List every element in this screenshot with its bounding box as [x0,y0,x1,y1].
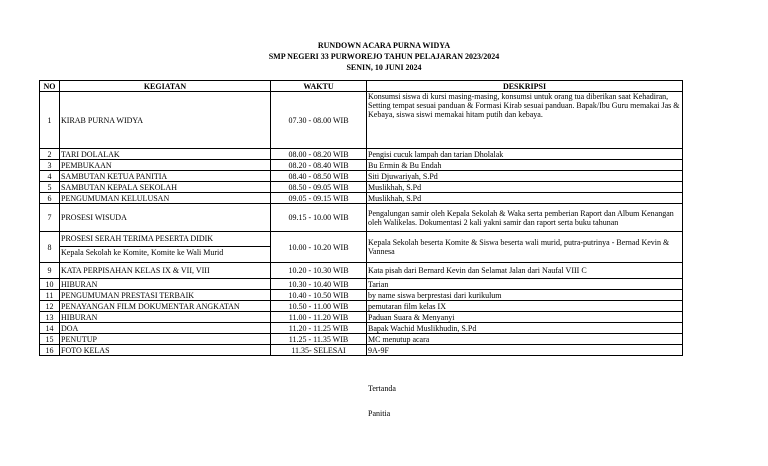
row-kegiatan: SAMBUTAN KETUA PANITIA [60,171,271,182]
row-number: 2 [40,149,60,160]
row-deskripsi: pemutaran film kelas IX [367,301,683,312]
signature-label: Tertanda [368,384,396,393]
row-waktu: 10.20 - 10.30 WIB [271,263,367,279]
row-kegiatan: KIRAB PURNA WIDYA [60,92,271,149]
row-deskripsi: 9A-9F [367,345,683,356]
row-kegiatan: PENGUMUMAN PRESTASI TERBAIK [60,290,271,301]
row-number: 8 [40,232,60,263]
document-title: RUNDOWN ACARA PURNA WIDYA [317,41,451,50]
table-row [40,204,683,232]
table-header-row [40,81,683,92]
document-subtitle: SMP NEGERI 33 PURWOREJO TAHUN PELAJARAN 2023/2024 [268,52,500,61]
row-number: 14 [40,323,60,334]
row-waktu: 10.30 - 10.40 WIB [271,279,367,290]
table-row [40,160,683,171]
table-row [40,263,683,279]
row-deskripsi: Konsumsi siswa di kursi masing-masing, konsumsi untuk orang tua diberikan saat Kehadiran, Setting tempat sesuai panduan & Formasi Kirab sesuai panduan. Bapak/Ibu Guru memakai Jas & Kebaya, siswa siswi memakai hitam putih dan kebaya. [367,92,683,149]
row-kegiatan: PROSESI WISUDA [60,204,271,232]
row-kegiatan: TARI DOLALAK [60,149,271,160]
rundown-table [39,80,683,356]
table-row [40,232,683,263]
header-no: NO [40,81,60,92]
row-number: 15 [40,334,60,345]
row-deskripsi: Muslikhah, S.Pd [367,193,683,204]
table-row [40,149,683,160]
row-number: 9 [40,263,60,279]
row-kegiatan: PENAYANGAN FILM DOKUMENTAR ANGKATAN [60,301,271,312]
document-date: SENIN, 10 JUNI 2024 [346,63,422,72]
row-kegiatan: PENGUMUMAN KELULUSAN [60,193,271,204]
header-kegiatan: KEGIATAN [60,81,271,92]
row-deskripsi: Pengalungan samir oleh Kepala Sekolah & Waka serta pemberian Raport dan Album Kenangan oleh Walikelas. Dokumentasi 2 kali yakni samir dan raport serta buku tahunan [367,204,683,232]
row-waktu: 11.25 - 11.35 WIB [271,334,367,345]
row-waktu: 08.00 - 08.20 WIB [271,149,367,160]
row-number: 6 [40,193,60,204]
row-kegiatan-main: PROSESI SERAH TERIMA PESERTA DIDIK [61,234,214,243]
table-row [40,290,683,301]
row-kegiatan [60,232,271,263]
row-waktu: 11.20 - 11.25 WIB [271,323,367,334]
table-row [40,312,683,323]
row-kegiatan-sub: Kepala Sekolah ke Komite, Komite ke Wali Murid [60,246,270,257]
row-deskripsi: Pengisi cucuk lampah dan tarian Dholalak [367,149,683,160]
row-waktu: 08.20 - 08.40 WIB [271,160,367,171]
table-row [40,323,683,334]
row-number: 16 [40,345,60,356]
row-number: 4 [40,171,60,182]
table-row [40,182,683,193]
table-row [40,345,683,356]
table-row [40,334,683,345]
row-waktu: 08.50 - 09.05 WIB [271,182,367,193]
header-deskripsi: DESKRIPSI [367,81,683,92]
row-kegiatan: HIBURAN [60,312,271,323]
row-waktu: 09.15 - 10.00 WIB [271,204,367,232]
row-deskripsi: Muslikhah, S.Pd [367,182,683,193]
row-deskripsi: Siti Djuwariyah, S.Pd [367,171,683,182]
table-row [40,301,683,312]
table-row [40,92,683,149]
row-deskripsi: Paduan Suara & Menyanyi [367,312,683,323]
row-deskripsi: Tarian [367,279,683,290]
table-row [40,171,683,182]
row-number: 5 [40,182,60,193]
table-row [40,279,683,290]
row-waktu: 09.05 - 09.15 WIB [271,193,367,204]
row-deskripsi: by name siswa berprestasi dari kurikulum [367,290,683,301]
row-number: 13 [40,312,60,323]
row-deskripsi: Kepala Sekolah beserta Komite & Siswa beserta wali murid, putra-putrinya - Bernad Kevin & Vannesa [367,232,683,263]
row-kegiatan: SAMBUTAN KEPALA SEKOLAH [60,182,271,193]
row-number: 7 [40,204,60,232]
row-kegiatan: PENUTUP [60,334,271,345]
row-waktu: 10.50 - 11.00 WIB [271,301,367,312]
row-waktu: 10.40 - 10.50 WIB [271,290,367,301]
row-kegiatan: FOTO KELAS [60,345,271,356]
row-kegiatan: HIBURAN [60,279,271,290]
signature-name: Panitia [368,409,391,418]
row-waktu: 11.35- SELESAI [271,345,367,356]
row-deskripsi: Bu Ermin & Bu Endah [367,160,683,171]
row-waktu: 10.00 - 10.20 WIB [271,232,367,263]
table-row [40,193,683,204]
row-number: 11 [40,290,60,301]
header-waktu: WAKTU [271,81,367,92]
row-deskripsi: Bapak Wachid Muslikhudin, S.Pd [367,323,683,334]
row-number: 1 [40,92,60,149]
row-deskripsi: MC menutup acara [367,334,683,345]
row-number: 3 [40,160,60,171]
row-deskripsi: Kata pisah dari Bernard Kevin dan Selamat Jalan dari Naufal VIII C [367,263,683,279]
row-kegiatan: DOA [60,323,271,334]
row-waktu: 11.00 - 11.20 WIB [271,312,367,323]
row-waktu: 08.40 - 08.50 WIB [271,171,367,182]
row-kegiatan: PEMBUKAAN [60,160,271,171]
row-waktu: 07.30 - 08.00 WIB [271,92,367,149]
row-number: 10 [40,279,60,290]
row-number: 12 [40,301,60,312]
row-kegiatan: KATA PERPISAHAN KELAS IX & VII, VIII [60,263,271,279]
